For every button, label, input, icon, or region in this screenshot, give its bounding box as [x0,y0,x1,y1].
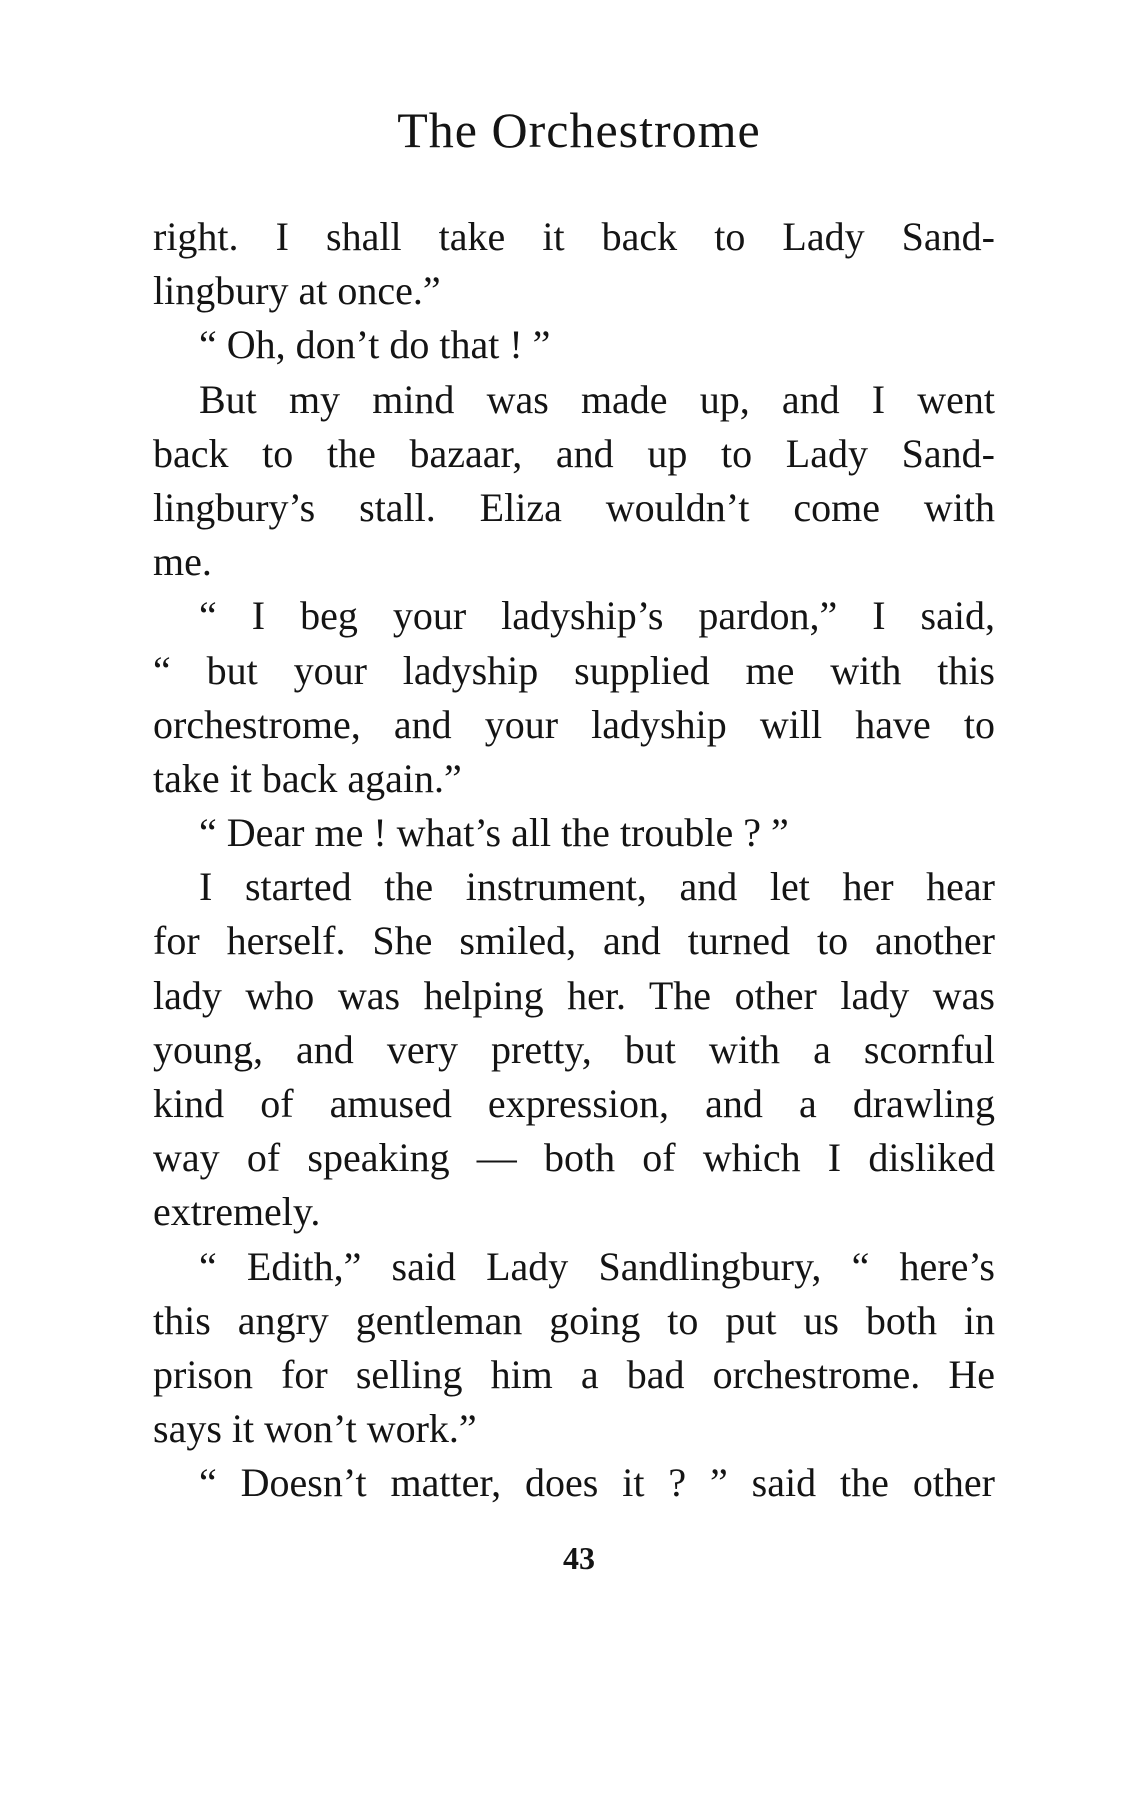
text-line: back to the bazaar, and up to Lady Sand- [153,430,995,476]
running-head: The Orchestrome [397,102,761,158]
text-line: me. [153,539,212,585]
text-line: for herself. She smiled, and turned to another [153,918,995,964]
text-line: extremely. [153,1189,321,1235]
text-line: I started the instrument, and let her hear [199,864,995,910]
text-line: “ but your ladyship supplied me with this [153,647,995,693]
text-line: lingbury’s stall. Eliza wouldn’t come with [153,484,995,530]
text-line: way of speaking — both of which I disliked [153,1135,995,1181]
text-line: But my mind was made up, and I went [199,376,995,422]
text-line: “ Oh, don’t do that ! ” [199,322,551,368]
text-line: says it won’t work.” [153,1406,477,1452]
text-line: orchestrome, and your ladyship will have to [153,701,995,747]
text-line: lingbury at once.” [153,268,441,314]
text-line: kind of amused expression, and a drawling [153,1081,995,1126]
body-text [153,210,995,1511]
text-line: “ Dear me ! what’s all the trouble ? ” [199,810,789,856]
text-line: this angry gentleman going to put us both in [153,1297,995,1343]
text-line: right. I shall take it back to Lady Sand- [153,214,995,259]
page-number: 43 [563,1540,595,1576]
text-line: “ I beg your ladyship’s pardon,” I said, [199,593,995,639]
text-line: prison for selling him a bad orchestrome. He [153,1351,995,1397]
text-line: “ Doesn’t matter, does it ? ” said the other [199,1460,995,1506]
text-line: lady who was helping her. The other lady was [153,972,995,1018]
text-line: young, and very pretty, but with a scornful [153,1026,995,1072]
text-line: take it back again.” [153,755,462,801]
text-line: “ Edith,” said Lady Sandlingbury, “ here’s [199,1243,995,1289]
